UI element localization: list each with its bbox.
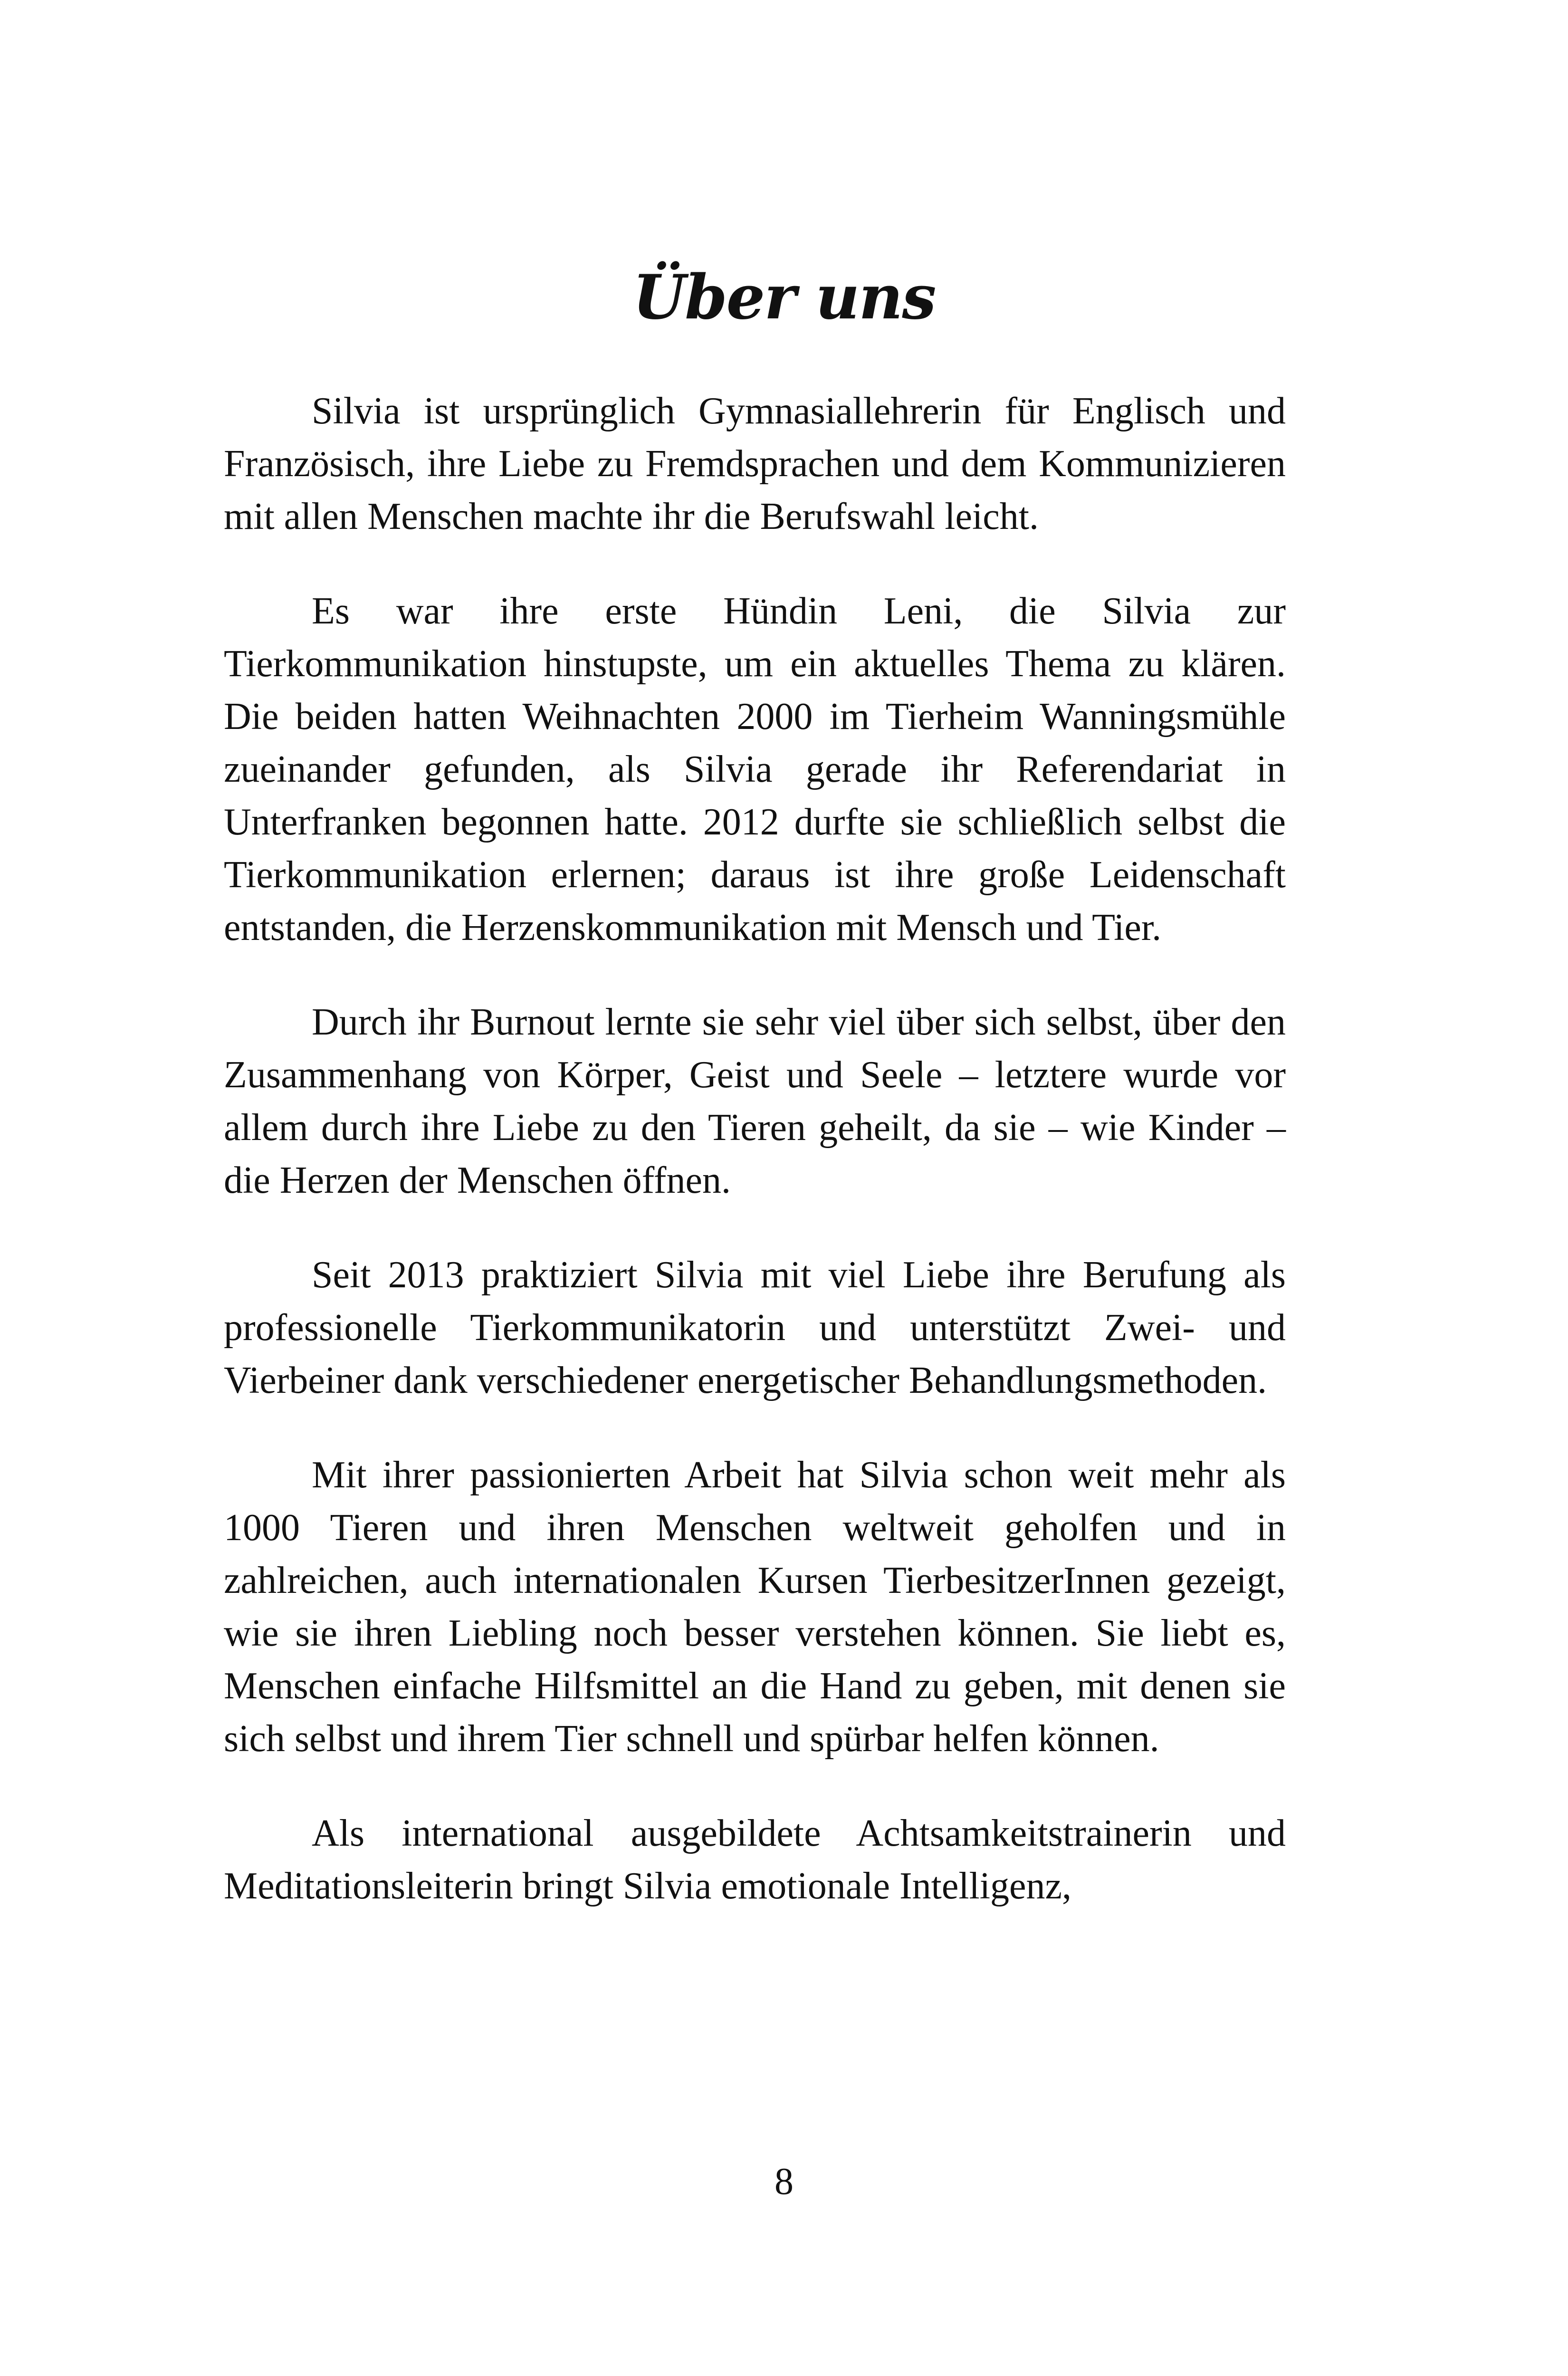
paragraph: Seit 2013 praktiziert Silvia mit viel Liebe ihre Berufung als professionelle Tierkommunikatorin und unterstützt Zwei- und Vierbeiner dank verschiedener energetischer Behandlungsmethoden. <box>224 1254 1286 1401</box>
paragraph: Durch ihr Burnout lernte sie sehr viel über sich selbst, über den Zusammenhang von Körper, Geist und Seele – letztere wurde vor allem durch ihre Liebe zu den Tieren geheilt, da sie – wie Kinder – die Herzen der Menschen öffnen. <box>224 1001 1286 1201</box>
page-title: Über uns <box>632 261 936 333</box>
paragraph: Silvia ist ursprünglich Gymnasiallehrerin für Englisch und Französisch, ihre Liebe zu Fremdsprachen und dem Kommunizieren mit allen Menschen machte ihr die Berufswahl leicht. <box>224 390 1286 537</box>
paragraph: Als international ausgebildete Achtsamkeitstrainerin und Meditationsleiterin bringt Silvia emotionale Intelligenz, <box>224 1812 1286 1907</box>
paragraph: Es war ihre erste Hündin Leni, die Silvia zur Tierkommunikation hinstupste, um ein aktuelles Thema zu klären. Die beiden hatten Weihnachten 2000 im Tierheim Wanningsmühle zueinander gefunden, als Silvia gerade ihr Referendariat in Unterfranken begonnen hatte. 2012 durfte sie schließlich selbst die Tierkommunikation erlernen; daraus ist ihre große Leidenschaft entstanden, die Herzenskommunikation mit Mensch und Tier. <box>224 590 1286 948</box>
paragraph: Mit ihrer passionierten Arbeit hat Silvia schon weit mehr als 1000 Tieren und ihren Menschen weltweit geholfen und in zahlreichen, auch internationalen Kursen TierbesitzerInnen gezeigt, wie sie ihren Liebling noch besser verstehen können. Sie liebt es, Menschen einfache Hilfsmittel an die Hand zu geben, mit denen sie sich selbst und ihrem Tier schnell und spürbar helfen können. <box>224 1454 1286 1760</box>
page-number: 8 <box>774 2161 794 2203</box>
body-text <box>224 385 1286 1954</box>
